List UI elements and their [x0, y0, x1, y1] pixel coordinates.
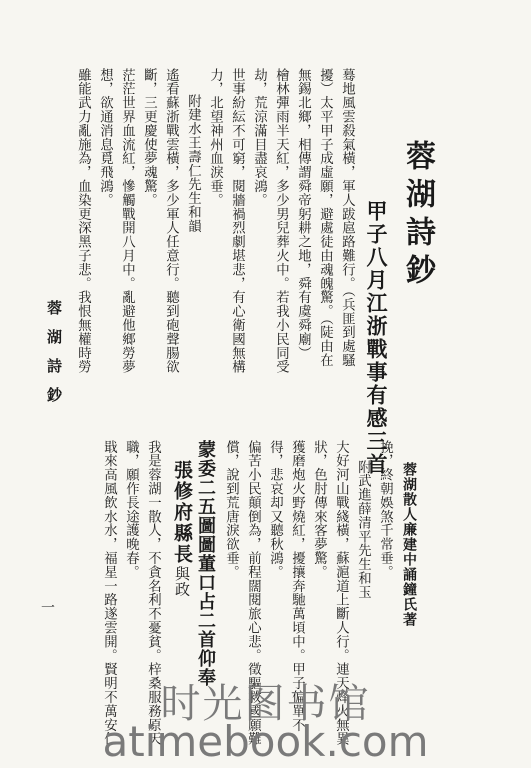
watermark-url: atimebook.com: [102, 717, 429, 766]
poem-subtitle: 張修府縣長: [171, 460, 193, 565]
poem-line: 獲磨炮火野燒紅，擾攘奔馳萬頃中。甲子偏單不: [289, 440, 305, 732]
poem-line: 戢來高風飲水水，福星一路遂雲開。賢明不萬安仁: [101, 440, 117, 746]
poem-line: 茫茫世界血流紅，慘觸戰開八月中。亂避他鄉勞夢: [119, 68, 135, 374]
poem-line: 檜林彈雨半天紅，多少男兒葬火中。若我小民同受: [273, 68, 289, 374]
poem-line: 斷，三更慶使夢魂驚。: [141, 68, 157, 207]
poem-line: 附建水王壽仁先生和韻: [185, 94, 201, 233]
book-title: 蓉湖詩鈔: [400, 140, 435, 292]
poem-line: 狀，色肘傳來客夢驚。: [311, 440, 327, 579]
poem-title: 甲子八月江浙戰事有感三首: [364, 200, 389, 476]
poem-line: 蓦地風雲殺氣橫，軍人跋扈路難行。（兵匪到處騷: [339, 68, 355, 368]
running-head: 蓉湖詩鈔: [45, 300, 63, 416]
poem-line: 無錫北鄉，相傳謂舜帝躬耕之地，舜有虞舜廟）: [295, 68, 311, 360]
author-line: 蓉湖散人廉建中誦鐘氏著: [401, 462, 417, 627]
poem-line: 償，說到荒唐淚欲垂。: [223, 440, 239, 579]
poem-line: 劫，荒涼滿目盡哀鴻。: [251, 68, 267, 207]
poem-line: 擾）太平甲子成虛願，避處徒由魂魄驚。（陡由在: [317, 68, 333, 368]
poem-line: 職，願作長途護晚春。: [123, 440, 139, 579]
poem-line: 雖能武力亂施為，血染更深黑子悲。我恨無權時勞: [75, 68, 91, 374]
watermark-title: 时光图书馆: [160, 681, 371, 727]
poem-line: 偏苦小民顛倒為，前程闊閱旅心悲。徵驅救國願難: [245, 440, 261, 746]
poem-line: 挽，終朝娛煞千常垂。: [377, 440, 393, 579]
poem-line: 力，北望神州血淚垂。: [207, 68, 223, 207]
poem-line: 想，欲通消息覓飛鴻。: [97, 68, 113, 207]
poem-line: 附武進薛清平先生和玉: [355, 460, 371, 599]
poem-line: 大好河山戰綫橫，蘇滬道上斷人行。連天烽火無異: [333, 440, 349, 746]
poem-line: 我是蓉湖一散人，不貪名利不憂貧。梓桑服務原天: [145, 440, 161, 746]
poem-title: 蒙委二五圖圖董口占二首仰奉: [195, 440, 216, 687]
poem-line: 世事紛紜不可窮，閱牆禍烈劇堪悲，有心衛國無構: [229, 68, 245, 374]
page-number: 一: [39, 600, 55, 615]
poem-subtitle-note: 與政: [173, 566, 191, 597]
poem-line: 得，悲哀却又聽秋鴻。: [267, 440, 283, 579]
poem-line: 遙看蘇浙戰雲橫，多少軍人任意行。聽到砲聲腸欲: [163, 68, 179, 374]
